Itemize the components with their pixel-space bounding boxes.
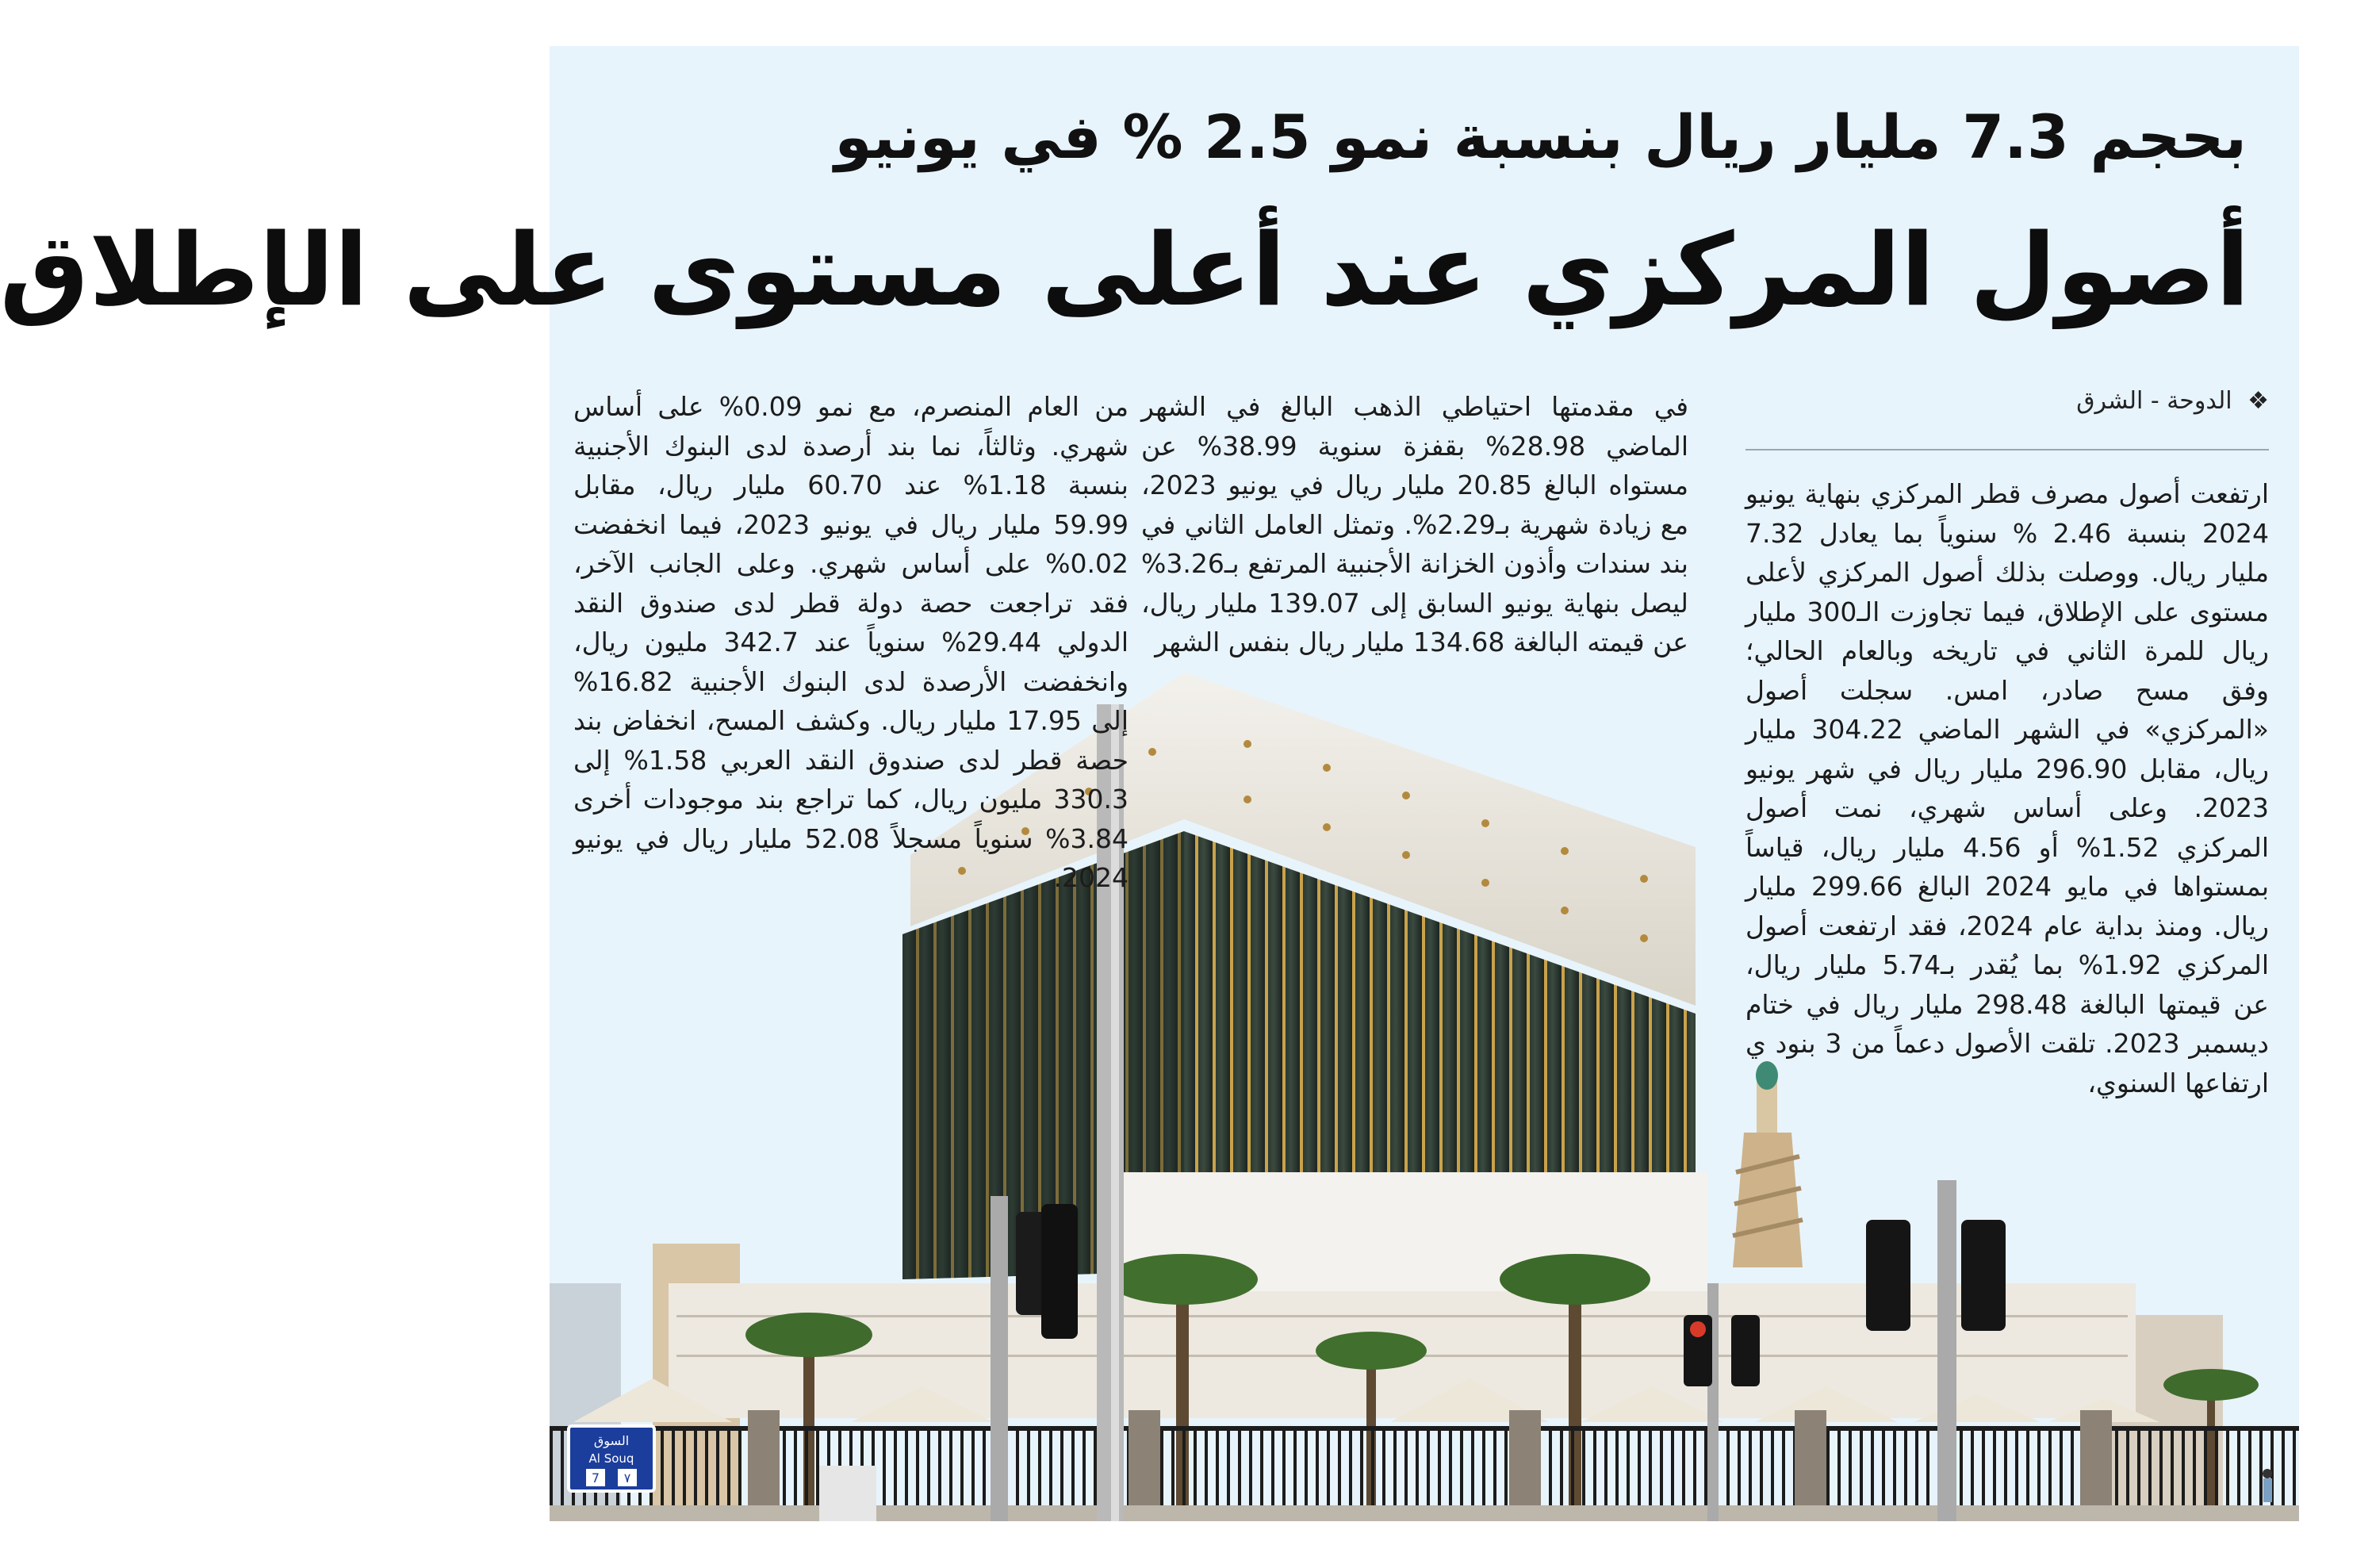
- subheadline: بحجم 7.3 مليار ريال بنسبة نمو 2.5 % في يونيو: [834, 102, 2247, 172]
- article-column-left: [573, 387, 1129, 898]
- article-column-middle: [1141, 387, 1688, 662]
- street-sign-number-arabic: ٧: [623, 1470, 631, 1486]
- signal-pole: [991, 1196, 1008, 1521]
- article-column-right: [1745, 474, 2269, 1102]
- street-sign-english: Al Souq: [588, 1451, 634, 1466]
- article-panel: [0, 46, 2299, 1521]
- signal-pole: [1937, 1180, 1956, 1521]
- column-text: في مقدمتها احتياطي الذهب البالغ في الشهر الماضي 28.98% بقفزة سنوية 38.99% عن مستواه البالغ 20.85 مليار ريال في يونيو 2023، مع زيادة شهرية بـ2.29%. وتمثل العامل الثاني في بند سندات وأذون الخزانة الأجنبية المرتفع بـ3.26% ليصل بنهاية يونيو السابق إلى 139.07 مليار ريال، عن قيمته البالغة 134.68 مليار ريال بنفس الشهر: [1141, 391, 1689, 657]
- utility-box: [819, 1466, 876, 1521]
- dateline-text: الدوحة - الشرق: [2076, 387, 2232, 415]
- headline: أصول المركزي عند أعلى مستوى على الإطلاق: [0, 212, 2250, 328]
- column-divider: [1745, 449, 2269, 450]
- traffic-light: [1731, 1315, 1760, 1386]
- street-sign-number: 7: [591, 1470, 600, 1486]
- traffic-light: [1866, 1220, 1910, 1331]
- street-sign-arabic: السوق: [593, 1433, 630, 1448]
- dateline: [1745, 384, 2269, 419]
- traffic-light: [1961, 1220, 2006, 1331]
- column-text: من العام المنصرم، مع نمو 0.09% على أساس شهري. وثالثاً، نما بند أرصدة لدى البنوك الأجنبية بنسبة 1.18% عند 60.70 مليار ريال، مقابل 59.99 مليار ريال في يونيو 2023، فيما انخفضت 0.02% على أساس شهري. وعلى الجانب الآخر، فقد تراجعت حصة دولة قطر لدى صندوق النقد الدولي 29.44% سنوياً عند 342.7 مليون ريال، وانخفضت الأرصدة لدى البنوك الأجنبية 16.82% إلى 17.95 مليار ريال. وكشف المسح، انخفاض بند حصة قطر لدى صندوق النقد العربي 1.58% إلى 330.3 مليون ريال، كما تراجع بند موجودات أخرى 3.84% سنوياً مسجلاً 52.08 مليار ريال في يونيو 2024.: [573, 391, 1129, 893]
- dateline-bullet-icon: ❖: [2247, 387, 2269, 415]
- street-sign: [569, 1426, 654, 1491]
- column-text: ارتفعت أصول مصرف قطر المركزي بنهاية يونيو 2024 بنسبة 2.46 % سنوياً بما يعادل 7.32 مليار ريال. ووصلت بذلك أصول المركزي لأعلى مستوى على الإطلاق، فيما تجاوزت الـ300 مليار ريال للمرة الثاني في تاريخه وبالعام الحالي؛ وفق مسح صادر، امس. سجلت أصول «المركزي» في الشهر الماضي 304.22 مليار ريال، مقابل 296.90 مليار ريال في شهر يونيو 2023. وعلى أساس شهري، نمت أصول المركزي 1.52% أو 4.56 مليار ريال، قياساً بمستواها في مايو 2024 البالغ 299.66 مليار ريال. ومنذ بداية عام 2024، فقد ارتفعت أصول المركزي 1.92% بما يُقدر بـ5.74 مليار ريال، عن قيمتها البالغة 298.48 مليار ريال في ختام ديسمبر 2023. تلقت الأصول دعماً من 3 بنود ي ارتفاعها السنوي،: [1745, 478, 2270, 1098]
- pedestrian: [2263, 1469, 2272, 1502]
